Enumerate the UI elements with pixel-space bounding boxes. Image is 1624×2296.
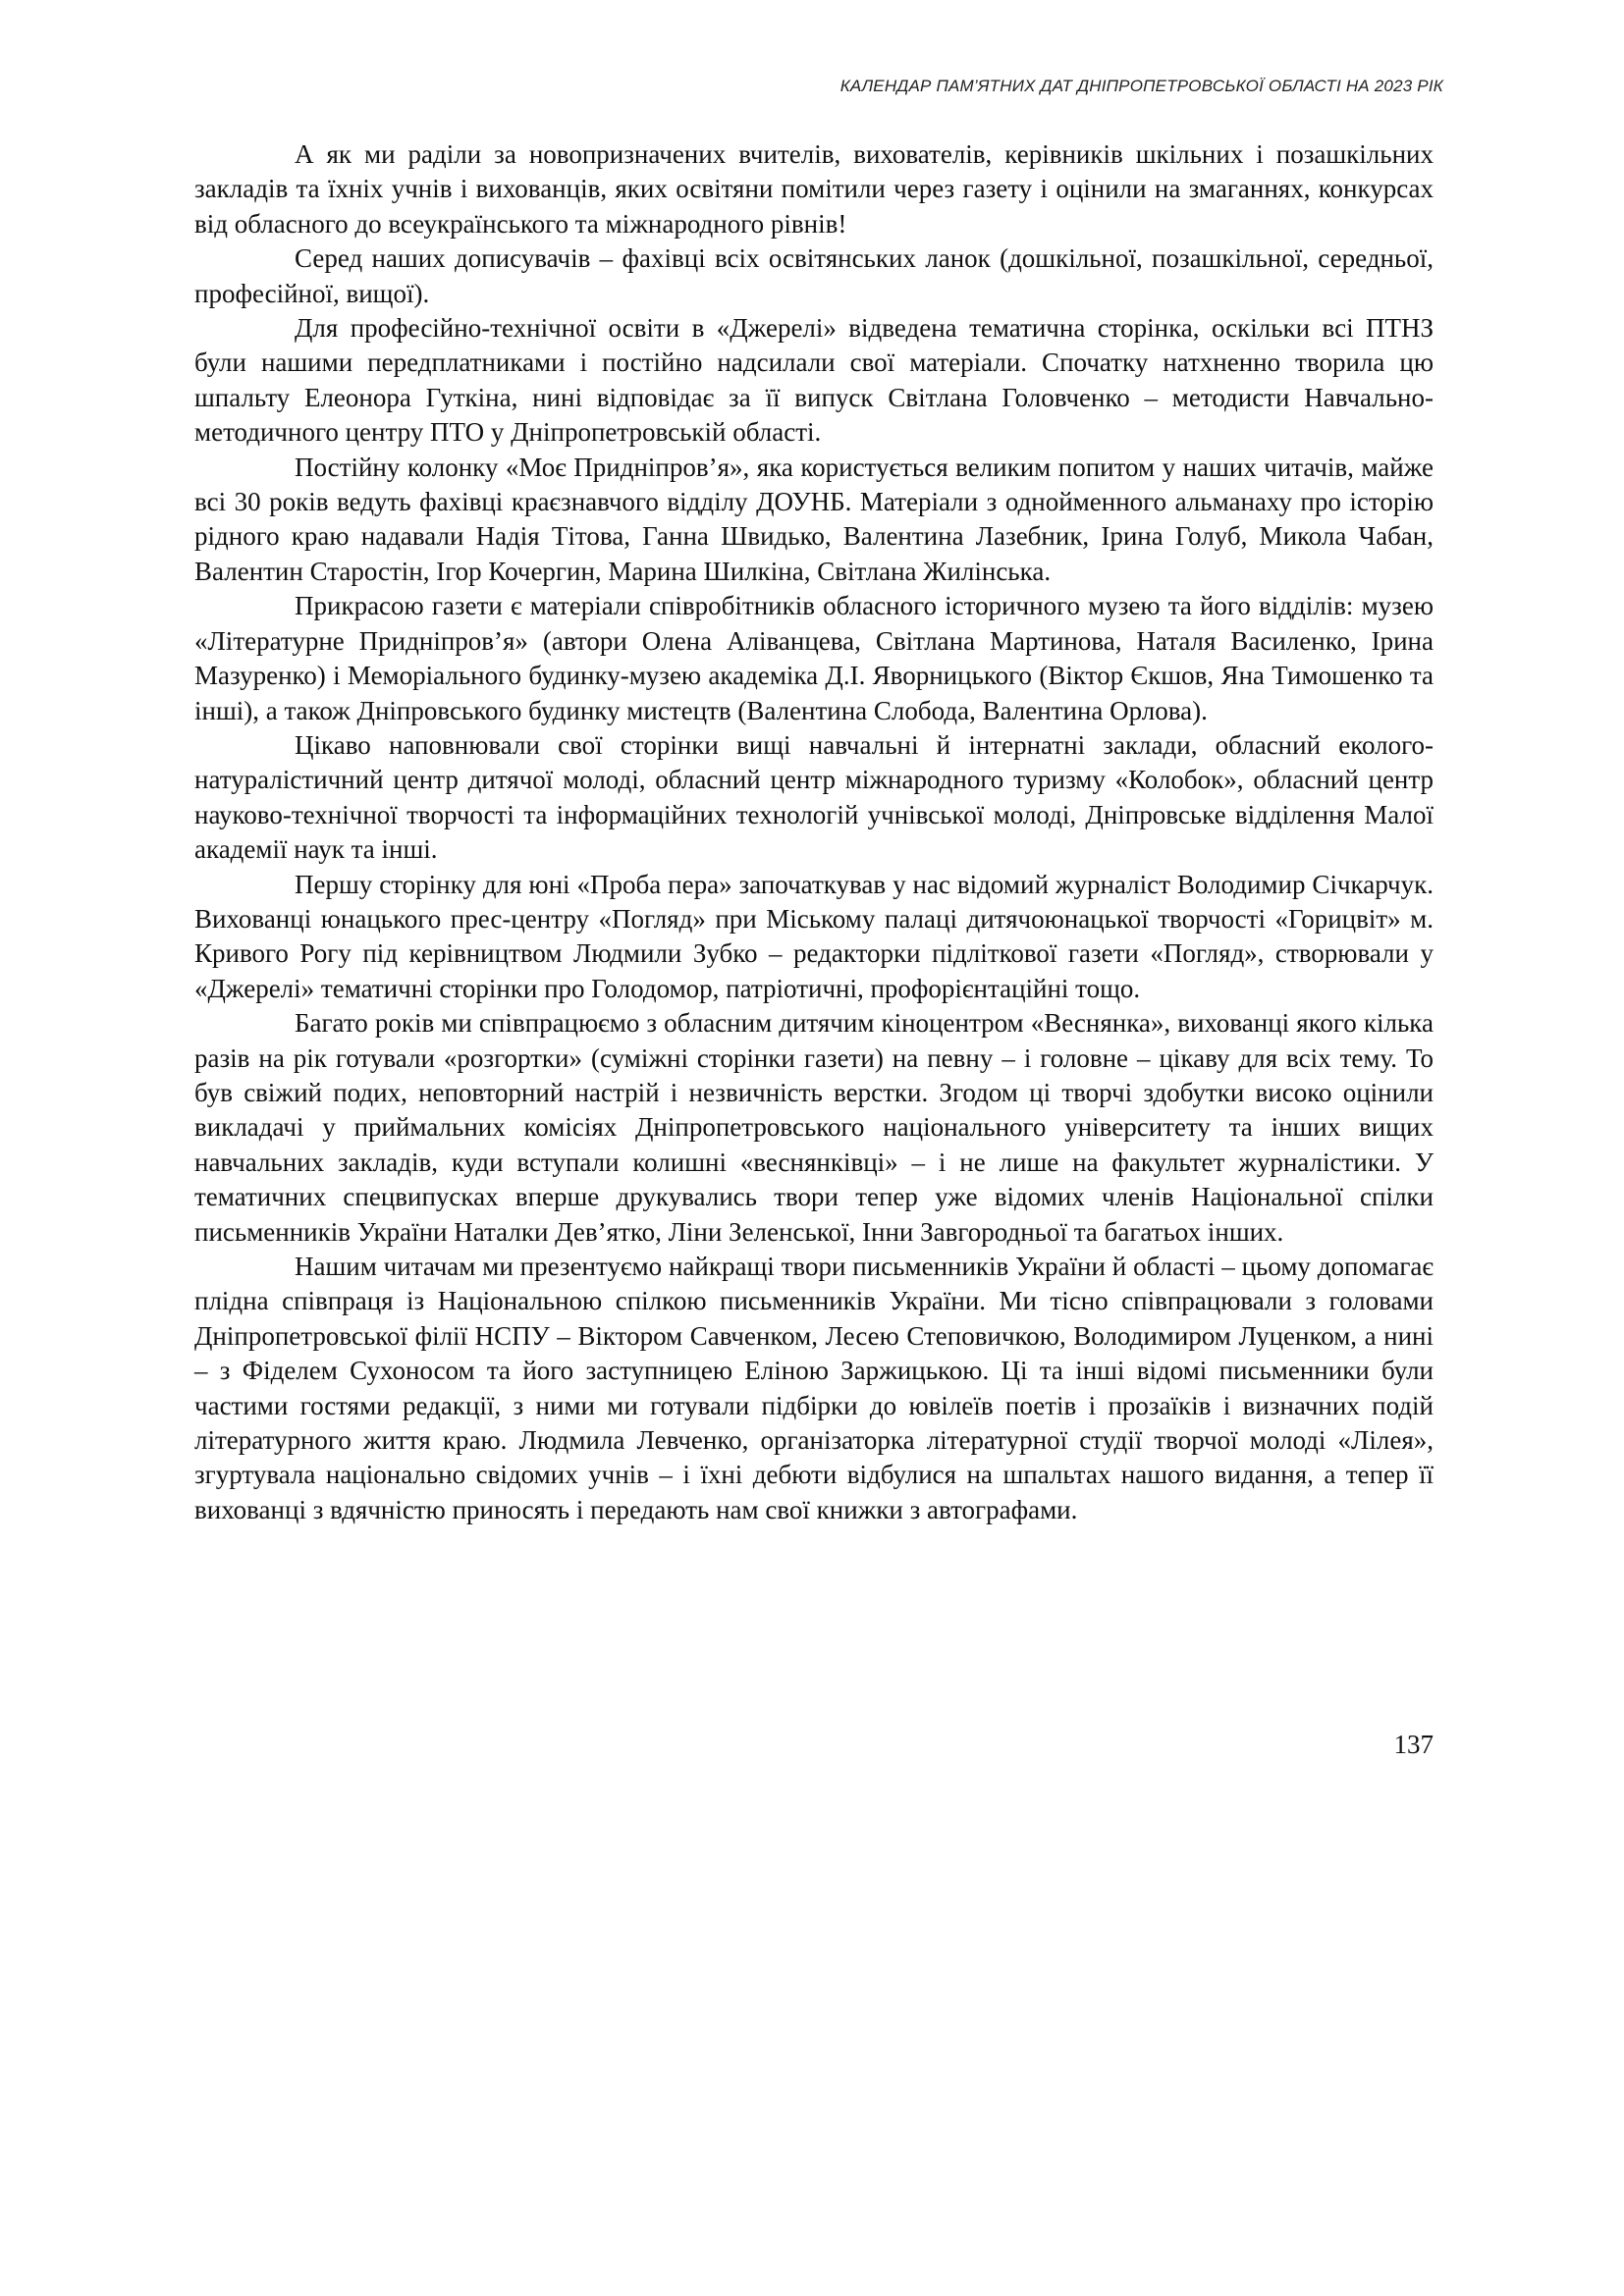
paragraph-educational-institutions: Цікаво наповнювали свої сторінки вищі навчальні й інтернатні заклади, обласний еколого-натуралістичний центр дитячої молоді, обласний центр міжнародного туризму «Колобок», обласний центр науково-технічної творчості та інформаційних технологій учнівської молоді, Дніпровське відділення Малої академії наук та інші. xyxy=(194,729,1434,865)
page-number: 137 xyxy=(1393,1730,1434,1759)
paragraph-proba-pera: Першу сторінку для юні «Проба пера» започаткував у нас відомий журналіст Володимир Січкарчук. Вихованці юнацького прес-центру «Погляд» при Міському палаці дитячоюнацької творчості «Горицвіт» м. Кривого Рогу під керівництвом Людмили Зубко – редакторки підліткової газети «Погляд», створювали у «Джерелі» тематичні сторінки про Голодомор, патріотичні, профорієнтаційні тощо. xyxy=(194,869,1434,1003)
paragraph-vesnyanka: Багато років ми співпрацюємо з обласним дитячим кіноцентром «Веснянка», вихованці якого кілька разів на рік готували «розгортки» (суміжні сторінки газети) на певну – і головне – цікаву для всіх тему. То був свіжий подих, неповторний настрій і незвичність верстки. Згодом ці творчі здобутки високо оцінили викладачі у приймальних комісіях Дніпропетровського національного університету та інших вищих навчальних закладів, куди вступали колишні «веснянківці» – і не лише на факультет журналістики. У тематичних спецвипусках вперше друкувались твори тепер уже відомих членів Національної спілки письменників України Наталки Дев’ятко, Ліни Зеленської, Інни Завгородньої та багатьох інших. xyxy=(194,1008,1434,1247)
paragraph-new-teachers: А як ми раділи за новопризначених вчителів, вихователів, керівників шкільних і позашкільних закладів та їхніх учнів і вихованців, яких освітяни помітили через газету і оцінили на змаганнях, конкурсах від обласного до всеукраїнського та міжнародного рівнів! xyxy=(194,139,1434,239)
body-text xyxy=(194,137,1434,1527)
paragraph-writers-union: Нашим читачам ми презентуємо найкращі твори письменників України й області – цьому допомагає плідна співпраця із Національною спілкою письменників України. Ми тісно співпрацювали з головами Дніпропетровської філії НСПУ – Віктором Савченком, Лесею Степовичкою, Володимиром Луценком, а нині – з Фіделем Сухоносом та його заступницею Еліною Заржицькою. Ці та інші відомі письменники були частими гостями редакції, з ними ми готували підбірки до ювілеїв поетів і прозаїків і визначних подій літературного життя краю. Людмила Левченко, організаторка літературної студії творчої молоді «Лілея», згуртувала національно свідомих учнів – і їхні дебюти відбулися на шпальтах нашого видання, а тепер її вихованці з вдячністю приносять і передають нам свої книжки з автографами. xyxy=(194,1252,1434,1524)
running-header: КАЛЕНДАР ПАМ’ЯТНИХ ДАТ ДНІПРОПЕТРОВСЬКОЇ ОБЛАСТІ НА 2023 РІК xyxy=(839,77,1443,95)
paragraph-my-prydniprovya: Постійну колонку «Моє Придніпров’я», яка користується великим попитом у наших читачів, майже всі 30 років ведуть фахівці краєзнавчого відділу ДОУНБ. Матеріали з однойменного альманаху про історію рідного краю надавали Надія Тітова, Ганна Швидько, Валентина Лазебник, Ірина Голуб, Микола Чабан, Валентин Старостін, Ігор Кочергин, Марина Шилкіна, Світлана Жилінська. xyxy=(194,452,1434,586)
paragraph-vocational-education: Для професійно-технічної освіти в «Джерелі» відведена тематична сторінка, оскільки всі ПТНЗ були нашими передплатниками і постійно надсилали свої матеріали. Спочатку натхненно творила цю шпальту Елеонора Гуткіна, нині відповідає за її випуск Світлана Головченко – методисти Навчально-методичного центру ПТО у Дніпропетровській області. xyxy=(194,313,1434,448)
paragraph-museum-materials: Прикрасою газети є матеріали співробітників обласного історичного музею та його відділів: музею «Літературне Придніпров’я» (автори Олена Аліванцева, Світлана Мартинова, Наталя Василенко, Ірина Мазуренко) і Меморіального будинку-музею академіка Д.І. Яворницького (Віктор Єкшов, Яна Тимошенко та інші), а також Дніпровського будинку мистецтв (Валентина Слобода, Валентина Орлова). xyxy=(194,591,1434,725)
paragraph-contributors: Серед наших дописувачів – фахівці всіх освітянських ланок (дошкільної, позашкільної, середньої, професійної, вищої). xyxy=(194,243,1434,308)
